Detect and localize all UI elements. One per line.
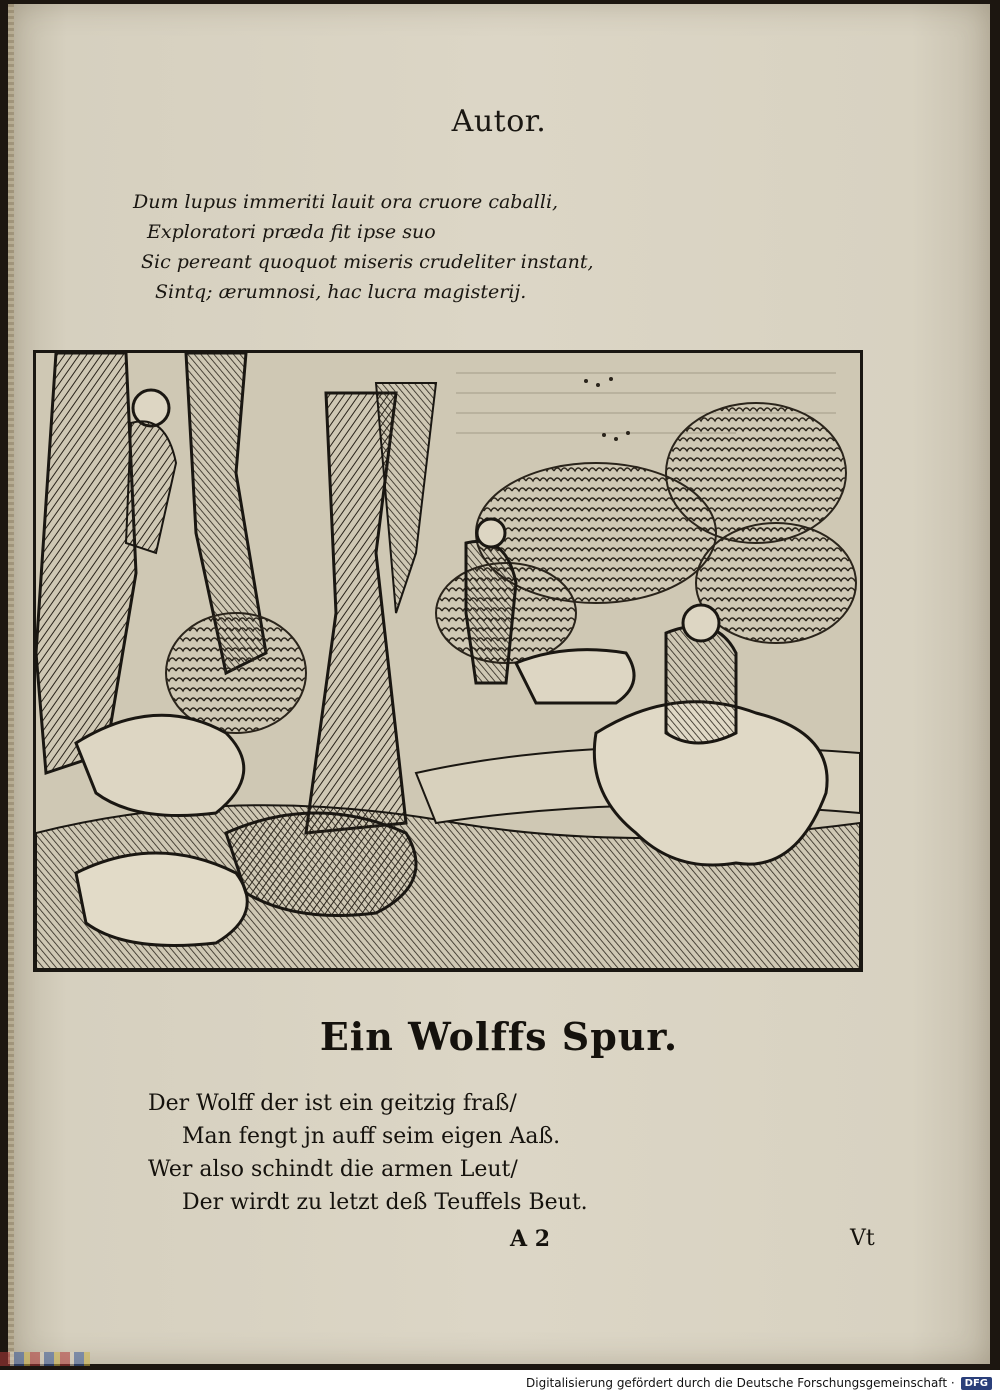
dfg-logo: DFG [961,1377,992,1390]
woodcut-illustration [33,350,863,972]
book-page [8,4,990,1364]
latin-line-3: Sic pereant quoquot miseris crudeliter instant, [141,251,594,273]
signature-mark: A 2 [510,1226,551,1252]
catchword: Vt [850,1226,875,1251]
german-verse [148,1087,608,1219]
footer-text: Digitalisierung gefördert durch die Deutsche Forschungsgemeinschaft · [526,1376,955,1390]
latin-line-1: Dum lupus immeriti lauit ora cruore caballi, [133,191,559,213]
german-line-3: Wer also schindt die armen Leut/ [148,1157,518,1182]
woodcut-drawing [36,353,860,969]
latin-line-4: Sintq; ærumnosi, hac lucra magisterij. [155,281,527,303]
color-calibration-strip [0,1352,90,1366]
page-edge [8,4,14,1364]
german-line-1: Der Wolff der ist ein geitzig fraß/ [148,1091,517,1116]
latin-line-2: Exploratori præda fit ipse suo [147,221,436,243]
german-line-2: Man fengt jn auff seim eigen Aaß. [182,1124,561,1149]
german-line-4: Der wirdt zu letzt deß Teuffels Beut. [182,1190,588,1215]
latin-verse [133,187,653,307]
page-title: Autor. [451,104,547,139]
digitization-footer [526,1374,992,1392]
section-heading: Ein Wolffs Spur. [319,1014,679,1059]
